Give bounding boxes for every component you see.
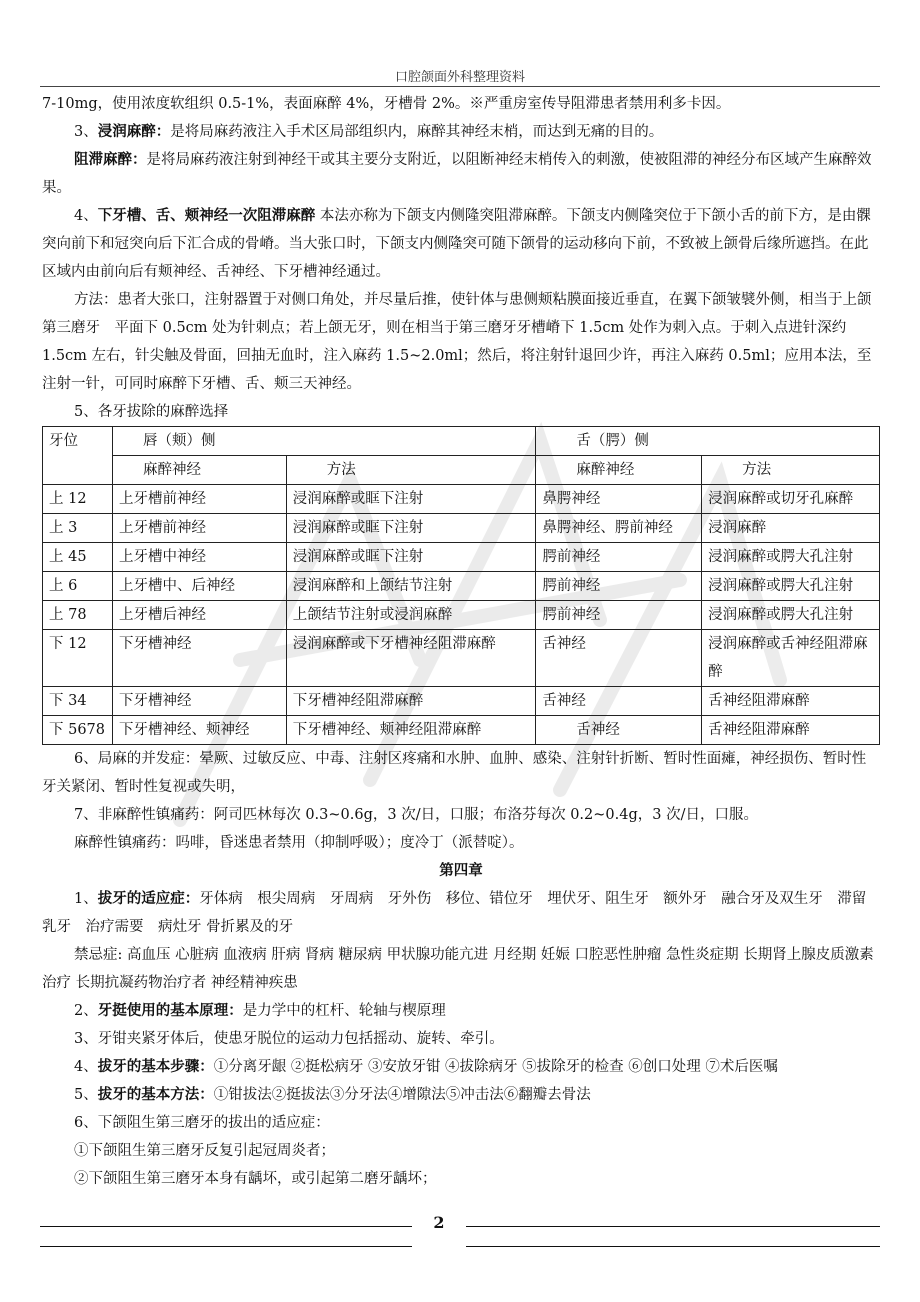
cell-lingual-nerve: 鼻腭神经 — [536, 485, 702, 514]
paragraph — [42, 286, 880, 398]
bold-text: 阻滞麻醉： — [74, 151, 147, 168]
paragraph — [42, 1081, 880, 1109]
content — [42, 90, 880, 1193]
cell-labial-method: 浸润麻醉和上颌结节注射 — [286, 572, 536, 601]
table-row — [43, 514, 880, 543]
cell-lingual-method: 浸润麻醉 — [702, 514, 880, 543]
text: 7-10mg，使用浓度软组织 0.5-1%，表面麻醉 4%，牙槽骨 2%。※严重房室传导阻滞患者禁用利多卡因。 — [42, 96, 731, 112]
cell-labial-method: 浸润麻醉或下牙槽神经阻滞麻醉 — [286, 630, 536, 687]
paragraph — [42, 1109, 880, 1137]
cell-lingual-nerve: 舌神经 — [536, 630, 702, 687]
cell-labial-method: 下牙槽神经阻滞麻醉 — [286, 687, 536, 716]
cell-lingual-method: 浸润麻醉或腭大孔注射 — [702, 572, 880, 601]
bold-text: 拔牙的基本方法： — [97, 1086, 214, 1103]
table-row — [43, 485, 880, 514]
text: 6、下颌阻生第三磨牙的拔出的适应症： — [74, 1115, 330, 1131]
text: 5、 — [74, 1087, 98, 1103]
cell-lingual-nerve: 舌神经 — [536, 687, 702, 716]
footer-rule-left-bottom — [40, 1246, 412, 1247]
paragraph — [42, 801, 880, 829]
bottom-paragraphs — [42, 745, 880, 1193]
text: 3、 — [74, 124, 98, 140]
paragraph — [42, 398, 880, 426]
cell-labial-method: 浸润麻醉或眶下注射 — [286, 543, 536, 572]
paragraph — [42, 202, 880, 286]
cell-tooth: 上 3 — [43, 514, 113, 543]
bold-text: 浸润麻醉： — [97, 123, 171, 140]
paragraph — [42, 745, 880, 801]
text: 7、非麻醉性镇痛药：阿司匹林每次 0.3~0.6g，3 次/日，口服；布洛芬每次 0.2~0.4g，3 次/日，口服。 — [74, 807, 758, 823]
cell-labial-nerve: 下牙槽神经 — [112, 687, 286, 716]
table-row — [43, 687, 880, 716]
bold-text: 下牙槽、舌、颊神经一次阻滞麻醉 — [97, 207, 316, 224]
cell-lingual-nerve: 腭前神经 — [536, 572, 702, 601]
bold-text: 拔牙的适应症： — [97, 890, 200, 907]
paragraph — [42, 857, 880, 885]
cell-lingual-nerve: 鼻腭神经、腭前神经 — [536, 514, 702, 543]
cell-labial-nerve: 下牙槽神经、颊神经 — [112, 716, 286, 745]
cell-tooth: 上 12 — [43, 485, 113, 514]
table-header-row — [43, 427, 880, 456]
paragraph — [42, 1137, 880, 1165]
header-rule — [40, 86, 880, 87]
cell-labial-nerve: 上牙槽前神经 — [112, 514, 286, 543]
cell-lingual-method: 舌神经阻滞麻醉 — [702, 716, 880, 745]
cell-lingual-nerve: 腭前神经 — [536, 601, 702, 630]
cell-lingual-nerve: 腭前神经 — [536, 543, 702, 572]
cell-tooth: 上 6 — [43, 572, 113, 601]
th-labial-nerve: 麻醉神经 — [112, 456, 286, 485]
table-row — [43, 543, 880, 572]
text: 4、 — [74, 208, 98, 224]
table-row — [43, 572, 880, 601]
paragraph — [42, 1165, 880, 1193]
table-row — [43, 601, 880, 630]
footer-rule-left-top — [40, 1226, 412, 1227]
text: 是力学中的杠杆、轮轴与楔原理 — [242, 1003, 446, 1019]
cell-tooth: 上 45 — [43, 543, 113, 572]
bold-text: 拔牙的基本步骤： — [97, 1058, 214, 1075]
text: 本法亦称为下颌支内侧隆突阻滞麻醉。下颌支内侧隆突位于下颌小舌的前下方，是由髁突向前下和冠突向后下汇合成的骨嵴。当大张口时，下颌支内侧隆突可随下颌骨的运动移向下前，不致被上颌骨后缘所遮挡。在此区域内由前向后有颊神经、舌神经、下牙槽神经通过。 — [42, 208, 871, 280]
th-lingual: 舌（腭）侧 — [536, 427, 880, 456]
cell-tooth: 下 12 — [43, 630, 113, 687]
text: 是将局麻药液注入手术区局部组织内，麻醉其神经末梢，而达到无痛的目的。 — [170, 124, 664, 140]
cell-tooth: 下 34 — [43, 687, 113, 716]
text: 1、 — [74, 891, 98, 907]
paragraph — [42, 1053, 880, 1081]
top-paragraphs — [42, 90, 880, 426]
cell-labial-nerve: 上牙槽中、后神经 — [112, 572, 286, 601]
text: 5、各牙拔除的麻醉选择 — [74, 404, 229, 420]
cell-labial-method: 下牙槽神经、颊神经阻滞麻醉 — [286, 716, 536, 745]
footer-rule-right-top — [466, 1226, 880, 1227]
text: 是将局麻药液注射到神经干或其主要分支附近，以阻断神经末梢传入的刺激，使被阻滞的神经分布区域产生麻醉效果。 — [42, 152, 872, 196]
cell-labial-nerve: 上牙槽前神经 — [112, 485, 286, 514]
paragraph — [42, 885, 880, 941]
text: ①钳拔法②挺拔法③分牙法④增隙法⑤冲击法⑥翻瓣去骨法 — [213, 1087, 591, 1103]
text: ①分离牙龈 ②挺松病牙 ③安放牙钳 ④拔除病牙 ⑤拔除牙的检查 ⑥创口处理 ⑦术后医嘱 — [213, 1059, 778, 1075]
cell-lingual-nerve: 舌神经 — [536, 716, 702, 745]
paragraph — [42, 146, 880, 202]
paragraph — [42, 1025, 880, 1053]
cell-labial-method: 浸润麻醉或眶下注射 — [286, 514, 536, 543]
cell-labial-method: 上颌结节注射或浸润麻醉 — [286, 601, 536, 630]
text: 方法：患者大张口，注射器置于对侧口角处，并尽量后推，使针体与患侧颊粘膜面接近垂直，在翼下颌皱襞外侧，相当于上颌第三磨牙 平面下 0.5cm 处为针刺点；若上颌无牙，则在相当于第三磨牙牙槽嵴下 1.5cm 处作为刺入点。于刺入点进针深约 1.5cm 左右，针尖触及骨面，回抽无血时，注入麻药 1.5~2.0ml；然后，将注射针退回少许，再注入麻药 0.5ml；应用本法，至注射一针，可同时麻醉下牙槽、舌、颊三天神经。 — [42, 292, 872, 392]
cell-lingual-method: 浸润麻醉或切牙孔麻醉 — [702, 485, 880, 514]
table-row — [43, 630, 880, 687]
bold-text: 第四章 — [439, 862, 483, 879]
text: ②下颌阻生第三磨牙本身有龋坏，或引起第二磨牙龋坏； — [74, 1171, 437, 1187]
text: 2、 — [74, 1003, 98, 1019]
th-lingual-nerve: 麻醉神经 — [536, 456, 702, 485]
cell-labial-nerve: 上牙槽后神经 — [112, 601, 286, 630]
cell-lingual-method: 舌神经阻滞麻醉 — [702, 687, 880, 716]
page-header: 口腔颌面外科整理资料 — [394, 70, 525, 85]
table-subheader-row — [43, 456, 880, 485]
bold-text: 牙挺使用的基本原理： — [97, 1002, 243, 1019]
paragraph — [42, 941, 880, 997]
paragraph — [42, 829, 880, 857]
text: 4、 — [74, 1059, 98, 1075]
th-labial: 唇（颊）侧 — [112, 427, 535, 456]
cell-lingual-method: 浸润麻醉或舌神经阻滞麻醉 — [702, 630, 880, 687]
cell-tooth: 上 78 — [43, 601, 113, 630]
cell-labial-nerve: 下牙槽神经 — [112, 630, 286, 687]
text: 6、局麻的并发症：晕厥、过敏反应、中毒、注射区疼痛和水肿、血肿、感染、注射针折断、暂时性面瘫，神经损伤、暂时性牙关紧闭、暂时性复视或失明， — [42, 751, 867, 795]
text: ①下颌阻生第三磨牙反复引起冠周炎者； — [74, 1143, 335, 1159]
th-labial-method: 方法 — [286, 456, 536, 485]
text: 禁忌症: 高血压 心脏病 血液病 肝病 肾病 糖尿病 甲状腺功能亢进 月经期 妊娠 口腔恶性肿瘤 急性炎症期 长期肾上腺皮质激素治疗 长期抗凝药物治疗者 神经精神疾患 — [42, 947, 874, 991]
paragraph — [42, 118, 880, 146]
footer-rule-right-bottom — [466, 1246, 880, 1247]
paragraph — [42, 997, 880, 1025]
text: 牙体病 根尖周病 牙周病 牙外伤 移位、错位牙 埋伏牙、阻生牙 额外牙 融合牙及双生牙 滞留乳牙 治疗需要 病灶牙 骨折累及的牙 — [42, 891, 867, 935]
cell-lingual-method: 浸润麻醉或腭大孔注射 — [702, 543, 880, 572]
cell-labial-method: 浸润麻醉或眶下注射 — [286, 485, 536, 514]
cell-tooth: 下 5678 — [43, 716, 113, 745]
anesthesia-table — [42, 426, 880, 745]
text: 3、牙钳夹紧牙体后，使患牙脱位的运动力包括摇动、旋转、牵引。 — [74, 1031, 504, 1047]
th-lingual-method: 方法 — [702, 456, 880, 485]
table-row — [43, 716, 880, 745]
text: 麻醉性镇痛药：吗啡，昏迷患者禁用（抑制呼吸）；度冷丁（派替啶）。 — [74, 835, 524, 851]
page-number: 2 — [433, 1213, 445, 1232]
paragraph — [42, 90, 880, 118]
cell-labial-nerve: 上牙槽中神经 — [112, 543, 286, 572]
cell-lingual-method: 浸润麻醉或腭大孔注射 — [702, 601, 880, 630]
th-tooth: 牙位 — [43, 427, 113, 485]
